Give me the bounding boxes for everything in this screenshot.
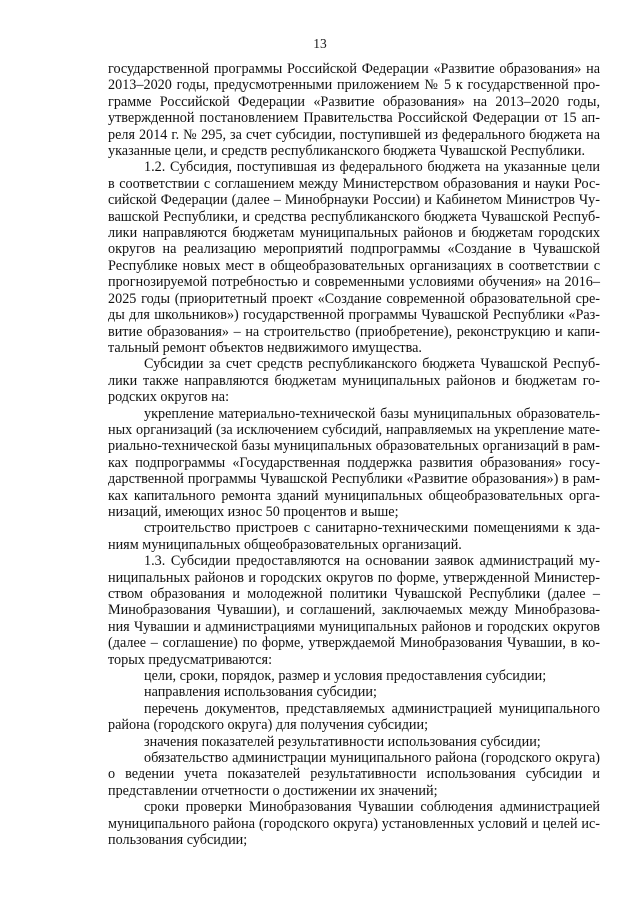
list-item: сроки проверки Минобразования Чувашии соблюдения администрацией муниципального района (городского округа) установленных условий и целей использования субсидии; [108,799,600,849]
list-item: обязательство администрации муниципального района (городского округа) о ведении учета показателей результативности использования субсидии и представлении отчетности о достижении их значений; [108,750,600,799]
page-number: 13 [313,36,327,51]
list-item: укрепление материально-технической базы муниципальных образовательных организаций (за исключением субсидий, направляемых на укрепление материально-технической базы муниципальных образовательных организаций в рамках подпрограммы «Государственная поддержка развития образования» государственной программы Чувашской Республики «Развитие образования») в рамках капитального ремонта зданий муниципальных общеобразовательных организаций, имеющих износ 50 процентов и выше; [108,405,600,520]
body-text [108,61,600,849]
paragraph-continuation: государственной программы Российской Федерации «Развитие образования» на 2013–2020 годы, предусмотренными приложением № 5 к государственной программе Российской Федерации «Развитие образования» на 2013–2020 годы, утвержденной постановлением Правительства Российской Федерации от 15 апреля 2014 г. № 295, за счет субсидии, поступившей из федерального бюджета на указанные цели, и средств республиканского бюджета Чувашской Республики. [108,61,600,160]
list-item: перечень документов, представляемых администрацией муниципального района (городского округа) для получения субсидии; [108,700,600,734]
paragraph-1-2: 1.2. Субсидия, поступившая из федерального бюджета на указанные цели в соответствии с соглашением между Министерством образования и науки Российской Федерации (далее – Минобрнауки России) и Кабинетом Министров Чувашской Республики, и средства республиканского бюджета Чувашской Республики направляются бюджетам муниципальных районов и бюджетам городских округов на реализацию мероприятий подпрограммы «Создание в Чувашской Республике новых мест в общеобразовательных организациях в соответствии с прогнозируемой потребностью и современными условиями обучения» на 2016–2025 годы (приоритетный проект «Создание современной образовательной среды для школьников») государственной программы Чувашской Республики «Развитие образования» – на строительство (приобретение), реконструкцию и капитальный ремонт объектов недвижимого имущества. [108,159,600,356]
paragraph-subsidies-intro: Субсидии за счет средств республиканского бюджета Чувашской Республики также направляются бюджетам муниципальных районов и бюджетам городских округов на: [108,356,600,406]
list-item: цели, сроки, порядок, размер и условия предоставления субсидии; [144,668,547,685]
list-item: направления использования субсидии; [144,684,377,701]
list-item: значения показателей результативности использования субсидии; [144,733,541,750]
list-item: строительство пристроев с санитарно-техническими помещениями к зданиям муниципальных общеобразовательных организаций. [108,520,600,553]
paragraph-1-3: 1.3. Субсидии предоставляются на основании заявок администраций муниципальных районов и городских округов по форме, утвержденной Министерством образования и молодежной политики Чувашской Республики (далее – Минобразования Чувашии), и соглашений, заключаемых между Минобразования Чувашии и администрациями муниципальных районов и городских округов (далее – соглашение) по форме, утверждаемой Минобразования Чувашии, в которых предусматриваются: [108,553,600,668]
